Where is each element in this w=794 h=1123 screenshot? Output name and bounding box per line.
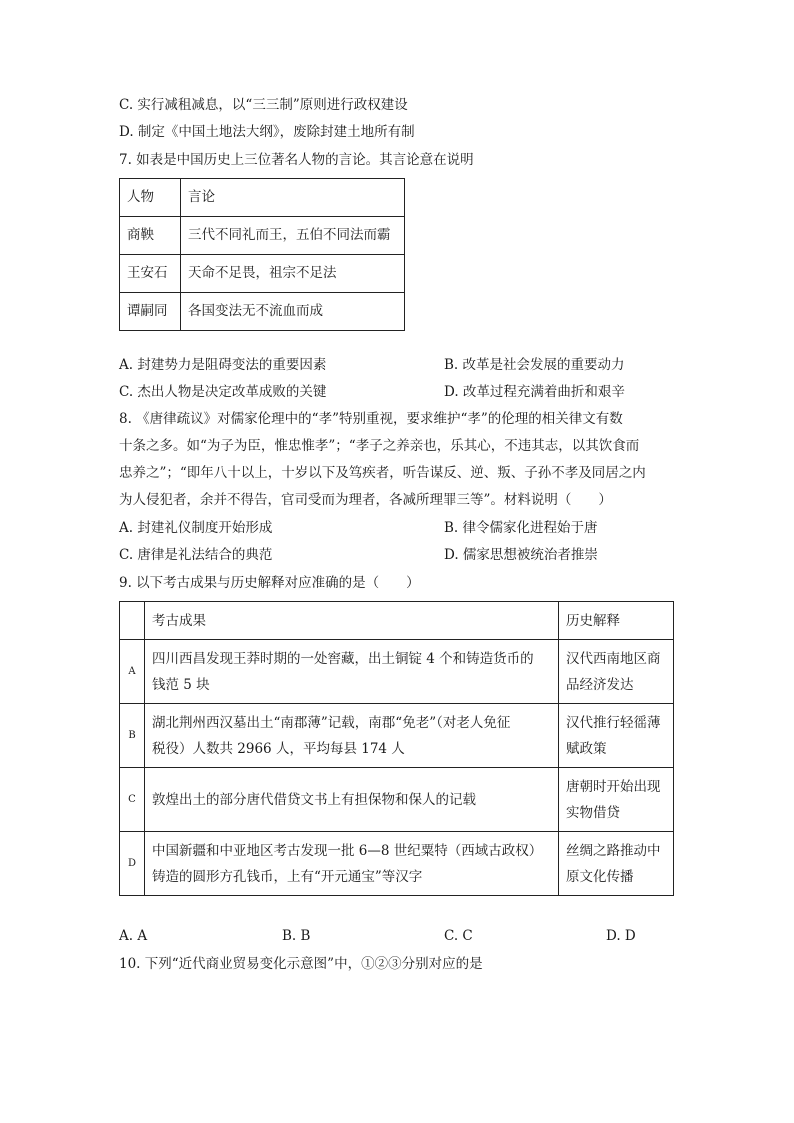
question-6-option-c: C. 实行减租减息，以“三三制”原则进行政权建设 — [119, 97, 408, 113]
table-row — [120, 217, 405, 255]
question-7-table — [119, 178, 405, 331]
table-row — [120, 768, 674, 832]
table-row — [120, 255, 405, 293]
table-cell-person: 王安石 — [120, 255, 181, 293]
question-7-option-c[interactable]: C. 杰出人物是决定改革成败的关键 — [119, 384, 327, 400]
table-header-row — [120, 602, 674, 640]
table-header-cell: 言论 — [181, 179, 405, 217]
row-label: B — [120, 704, 145, 768]
table-row — [120, 832, 674, 896]
question-8-line-4: 为人侵犯者，余并不得告，官司受而为理者，各减所理罪三等”。材料说明（ ） — [119, 492, 612, 508]
question-8-option-a[interactable]: A. 封建礼仪制度开始形成 — [119, 520, 273, 536]
table-cell-quote: 各国变法无不流血而成 — [181, 293, 405, 331]
table-header-row — [120, 179, 405, 217]
table-row — [120, 704, 674, 768]
question-6-option-d: D. 制定《中国土地法大纲》，废除封建土地所有制 — [119, 124, 415, 140]
table-cell-finding: 敦煌出土的部分唐代借贷文书上有担保物和保人的记载 — [145, 768, 559, 832]
table-cell-quote: 三代不同礼而王，五伯不同法而霸 — [181, 217, 405, 255]
question-8-line-2: 十条之多。如“为子为臣，惟忠惟孝”；“孝子之养亲也，乐其心，不违其志，以其饮食而 — [119, 438, 640, 454]
question-8-option-b[interactable]: B. 律令儒家化进程始于唐 — [444, 520, 598, 536]
table-cell-explanation: 汉代西南地区商 品经济发达 — [559, 640, 674, 704]
question-7-option-a[interactable]: A. 封建势力是阻碍变法的重要因素 — [119, 357, 327, 373]
row-label: A — [120, 640, 145, 704]
question-9-table — [119, 601, 674, 896]
row-label: C — [120, 768, 145, 832]
table-cell-finding: 湖北荆州西汉墓出土“南郡薄”记载，南郡“免老”（对老人免征 税役）人数共 2966 人，平均每县 174 人 — [145, 704, 559, 768]
table-header-cell: 考古成果 — [145, 602, 559, 640]
row-label: D — [120, 832, 145, 896]
table-header-cell: 人物 — [120, 179, 181, 217]
table-cell-person: 谭嗣同 — [120, 293, 181, 331]
question-9-option-c[interactable]: C. C — [444, 928, 473, 944]
table-header-cell — [120, 602, 145, 640]
question-7-stem: 7. 如表是中国历史上三位著名人物的言论。其言论意在说明 — [119, 152, 474, 168]
question-8-line-3: 忠养之”；“即年八十以上，十岁以下及笃疾者，听告谋反、逆、叛、子孙不孝及同居之内 — [119, 465, 646, 481]
question-8-option-c[interactable]: C. 唐律是礼法结合的典范 — [119, 547, 273, 563]
table-row — [120, 640, 674, 704]
question-8-option-d[interactable]: D. 儒家思想被统治者推崇 — [444, 547, 598, 563]
table-header-cell: 历史解释 — [559, 602, 674, 640]
question-9-option-b[interactable]: B. B — [282, 928, 311, 944]
question-10-stem: 10. 下列“近代商业贸易变化示意图”中，①②③分别对应的是 — [119, 956, 483, 972]
table-cell-finding: 四川西昌发现王莽时期的一处窖藏，出土铜锭 4 个和铸造货币的 钱范 5 块 — [145, 640, 559, 704]
question-7-option-d[interactable]: D. 改革过程充满着曲折和艰辛 — [444, 384, 625, 400]
table-cell-quote: 天命不足畏，祖宗不足法 — [181, 255, 405, 293]
table-cell-explanation: 丝绸之路推动中 原文化传播 — [559, 832, 674, 896]
table-cell-explanation: 唐朝时开始出现 实物借贷 — [559, 768, 674, 832]
table-cell-finding: 中国新疆和中亚地区考古发现一批 6—8 世纪粟特（西域古政权） 铸造的圆形方孔钱币，上有“开元通宝”等汉字 — [145, 832, 559, 896]
table-row — [120, 293, 405, 331]
question-8-line-1: 8. 《唐律疏议》对儒家伦理中的“孝”特别重视，要求维护“孝”的伦理的相关律文有数 — [119, 411, 623, 427]
question-9-option-d[interactable]: D. D — [606, 928, 636, 944]
table-cell-explanation: 汉代推行轻徭薄 赋政策 — [559, 704, 674, 768]
question-9-stem: 9. 以下考古成果与历史解释对应准确的是（ ） — [119, 575, 420, 591]
table-cell-person: 商鞅 — [120, 217, 181, 255]
question-7-option-b[interactable]: B. 改革是社会发展的重要动力 — [444, 357, 625, 373]
question-9-option-a[interactable]: A. A — [119, 928, 148, 944]
